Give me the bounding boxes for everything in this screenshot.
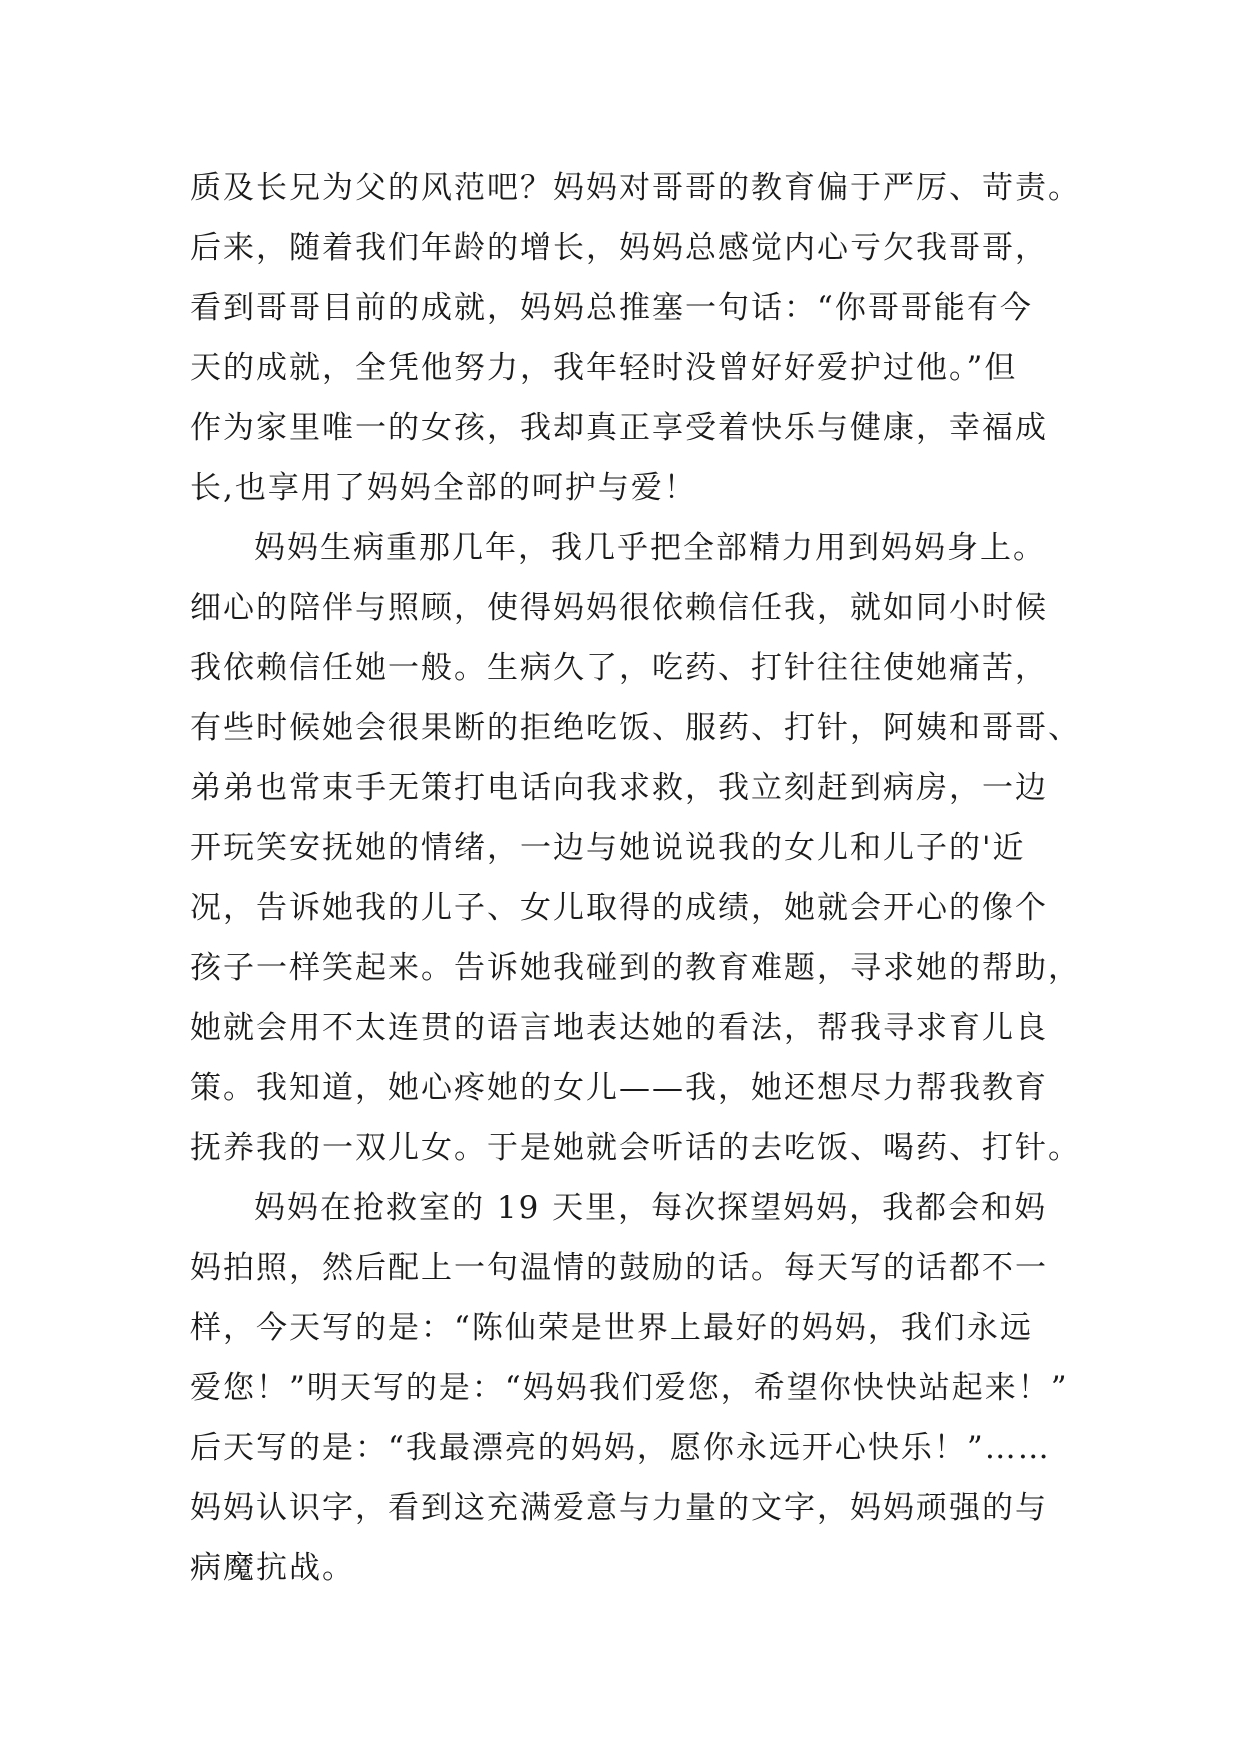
text-line-23: 妈妈认识字，看到这充满爱意与力量的文字，妈妈顽强的与 — [190, 1490, 1048, 1526]
text-line-19: 妈拍照，然后配上一句温情的鼓励的话。每天写的话都不一 — [190, 1250, 1048, 1286]
text-line-12: 开玩笑安抚她的情绪，一边与她说说我的女儿和儿子的'近 — [190, 830, 1026, 866]
paragraph-start-line: 妈妈在抢救室的 19 天里，每次探望妈妈，我都会和妈 — [254, 1190, 1048, 1226]
text-line-10: 有些时候她会很果断的拒绝吃饭、服药、打针，阿姨和哥哥、 — [190, 710, 1081, 746]
text-line-17: 抚养我的一双儿女。于是她就会听话的去吃饭、喝药、打针。 — [190, 1130, 1081, 1166]
text-line-1: 质及长兄为父的风范吧？妈妈对哥哥的教育偏于严厉、苛责。 — [190, 170, 1081, 206]
text-line-20: 样，今天写的是：“陈仙荣是世界上最好的妈妈，我们永远 — [190, 1310, 1033, 1346]
text-line-15: 她就会用不太连贯的语言地表达她的看法，帮我寻求育儿良 — [190, 1010, 1048, 1046]
text-line-6: 长,也享用了妈妈全部的呵护与爱！ — [190, 470, 697, 506]
text-line-3: 看到哥哥目前的成就，妈妈总推塞一句话：“你哥哥能有今 — [190, 290, 1033, 326]
text-line-13: 况，告诉她我的儿子、女儿取得的成绩，她就会开心的像个 — [190, 890, 1048, 926]
text-line-5: 作为家里唯一的女孩，我却真正享受着快乐与健康，幸福成 — [190, 410, 1048, 446]
paragraph-start-line: 妈妈生病重那几年，我几乎把全部精力用到妈妈身上。 — [254, 530, 1046, 566]
text-line-24: 病魔抗战。 — [190, 1550, 355, 1586]
text-line-21: 爱您！”明天写的是：“妈妈我们爱您，希望你快快站起来！” — [190, 1370, 1069, 1406]
text-line-9: 我依赖信任她一般。生病久了，吃药、打针往往使她痛苦， — [190, 650, 1048, 686]
text-line-22: 后天写的是：“我最漂亮的妈妈，愿你永远开心快乐！”…… — [190, 1430, 1051, 1466]
text-line-2: 后来，随着我们年龄的增长，妈妈总感觉内心亏欠我哥哥， — [190, 230, 1048, 266]
text-line-14: 孩子一样笑起来。告诉她我碰到的教育难题，寻求她的帮助， — [190, 950, 1081, 986]
body-text — [190, 158, 1090, 1598]
text-line-11: 弟弟也常束手无策打电话向我求救，我立刻赶到病房，一边 — [190, 770, 1048, 806]
text-line-16: 策。我知道，她心疼她的女儿——我，她还想尽力帮我教育 — [190, 1070, 1048, 1106]
text-line-4: 天的成就，全凭他努力，我年轻时没曾好好爱护过他。”但 — [190, 350, 1018, 386]
text-line-8: 细心的陪伴与照顾，使得妈妈很依赖信任我，就如同小时候 — [190, 590, 1048, 626]
